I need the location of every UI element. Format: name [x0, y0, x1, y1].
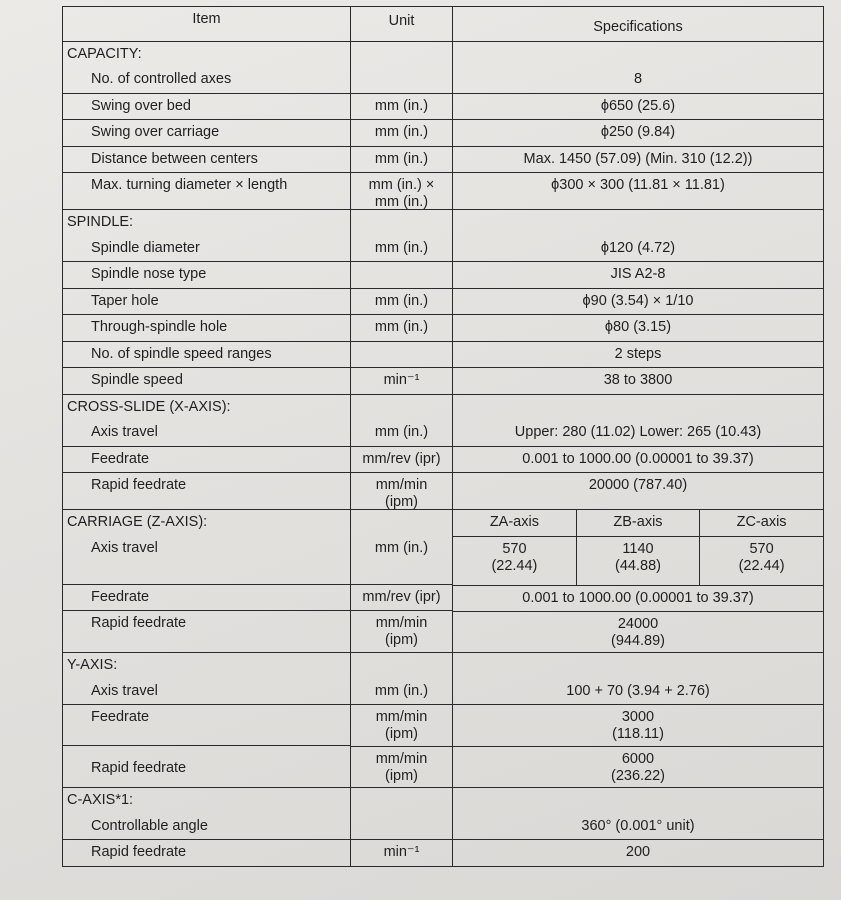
section-title: CROSS-SLIDE (X-AXIS): [67, 398, 231, 415]
capacity-items [63, 41, 351, 210]
cross-slide-items [63, 394, 351, 510]
unit-value: mm (in.) [351, 314, 452, 341]
specifications-table [62, 6, 824, 867]
spindle-units [351, 210, 453, 395]
spec-value: Max. 1450 (57.09) (Min. 310 (12.2)) [453, 146, 823, 173]
unit-value [351, 814, 452, 840]
spec-value: ϕ90 (3.54) × 1/10 [453, 288, 823, 315]
unit-value [351, 341, 452, 368]
spec-value: 200 [453, 839, 823, 866]
spec-value: 0.001 to 1000.00 (0.00001 to 39.37) [453, 446, 823, 473]
list-item: Swing over carriage [63, 120, 350, 147]
spec-value: 3000 (118.11) [453, 704, 823, 746]
spec-value: ϕ250 (9.84) [453, 119, 823, 146]
unit-value: mm (in.) [374, 539, 429, 556]
y-axis-specs [453, 653, 824, 788]
unit-value: mm (in.) [351, 119, 452, 146]
list-item: Axis travel [63, 420, 350, 447]
spec-value: 24000 (944.89) [453, 611, 823, 652]
section-title: CARRIAGE (Z-AXIS): [67, 514, 208, 530]
section-title: SPINDLE: [67, 214, 134, 230]
axis-travel-zc: 570 (22.44) [700, 536, 823, 585]
spec-value: Upper: 280 (11.02) Lower: 265 (10.43) [514, 424, 762, 440]
carriage-axis-grid [453, 510, 823, 585]
axis-travel-zb: 1140 (44.88) [576, 536, 699, 585]
unit-value: mm (in.) × mm (in.) [351, 172, 452, 209]
list-item: Controllable angle [63, 814, 350, 841]
list-item: Distance between centers [63, 147, 350, 174]
spec-value: ϕ80 (3.15) [453, 314, 823, 341]
spindle-specs [453, 210, 824, 395]
list-item: No. of controlled axes [63, 67, 350, 94]
spec-value: 38 to 3800 [453, 367, 823, 394]
section-spindle [63, 210, 824, 395]
unit-value [351, 261, 452, 288]
y-axis-units [351, 653, 453, 788]
table-header-row [63, 7, 824, 42]
section-capacity [63, 41, 824, 210]
unit-value: mm/min (ipm) [351, 472, 452, 509]
list-item: Spindle speed [91, 372, 183, 388]
spec-value: 2 steps [453, 341, 823, 368]
unit-value: mm (in.) [374, 682, 429, 699]
axis-label-zc: ZC-axis [700, 510, 823, 536]
cross-slide-specs [453, 394, 824, 510]
spec-value: 0.001 to 1000.00 (0.00001 to 39.37) [453, 585, 823, 612]
unit-value: mm/min (ipm) [351, 704, 452, 746]
list-item: Feedrate [63, 705, 350, 746]
c-axis-items [63, 788, 351, 867]
c-axis-units [351, 788, 453, 867]
axis-label-zb: ZB-axis [576, 510, 699, 536]
spec-value: ϕ650 (25.6) [453, 93, 823, 120]
capacity-units [351, 41, 453, 210]
unit-value: mm (in.) [374, 424, 429, 440]
header-item: Item [63, 7, 351, 42]
list-item: Axis travel [63, 679, 350, 706]
spec-value: 20000 (787.40) [453, 472, 823, 509]
axis-label-za: ZA-axis [489, 514, 539, 530]
spec-value: JIS A2-8 [453, 261, 823, 288]
list-item: Max. turning diameter × length [91, 177, 288, 193]
list-item: Swing over bed [63, 94, 350, 121]
list-item: Feedrate [63, 585, 350, 612]
axis-travel-za: 570 (22.44) [491, 540, 538, 574]
carriage-units [351, 510, 453, 653]
list-item: Rapid feedrate [91, 615, 187, 631]
section-y-axis [63, 653, 824, 788]
section-title: CAPACITY: [67, 45, 142, 62]
carriage-items [63, 510, 351, 653]
section-title: Y-AXIS: [67, 657, 118, 673]
unit-value: mm/rev (ipr) [351, 584, 452, 611]
unit-value: mm (in.) [351, 93, 452, 120]
unit-value: min⁻¹ [351, 839, 452, 866]
cross-slide-units [351, 394, 453, 510]
spec-value: ϕ120 (4.72) [600, 239, 676, 256]
list-item: Taper hole [63, 289, 350, 316]
list-item: Axis travel [63, 536, 350, 585]
section-title: C-AXIS*1: [67, 792, 134, 808]
list-item: Rapid feedrate [91, 477, 187, 493]
spindle-items [63, 210, 351, 395]
spec-value: ϕ300 × 300 (11.81 × 11.81) [453, 172, 823, 209]
c-axis-specs [453, 788, 824, 867]
unit-value: mm/min (ipm) [351, 610, 452, 651]
spec-value: 100 + 70 (3.94 + 2.76) [566, 682, 710, 699]
header-specifications: Specifications [453, 7, 824, 42]
unit-value: mm (in.) [351, 288, 452, 315]
section-cross-slide [63, 394, 824, 510]
spec-value: 8 [633, 71, 643, 87]
unit-value: min⁻¹ [351, 367, 452, 394]
carriage-specs [453, 510, 824, 653]
list-item: No. of spindle speed ranges [63, 342, 350, 369]
spec-value: 6000 (236.22) [453, 746, 823, 787]
list-item: Through-spindle hole [63, 315, 350, 342]
y-axis-items [63, 653, 351, 788]
header-unit: Unit [351, 7, 453, 42]
list-item: Spindle nose type [63, 262, 350, 289]
list-item: Feedrate [63, 447, 350, 474]
list-item: Rapid feedrate [91, 844, 187, 860]
section-c-axis [63, 788, 824, 867]
spec-value: 360° (0.001° unit) [581, 817, 695, 834]
unit-value: mm/min (ipm) [351, 746, 452, 787]
unit-value: mm (in.) [351, 146, 452, 173]
capacity-specs [453, 41, 824, 210]
section-carriage [63, 510, 824, 653]
unit-value: mm/rev (ipr) [351, 446, 452, 473]
unit-value: mm (in.) [374, 239, 429, 256]
list-item: Spindle diameter [63, 236, 350, 263]
list-item: Rapid feedrate [91, 760, 187, 776]
